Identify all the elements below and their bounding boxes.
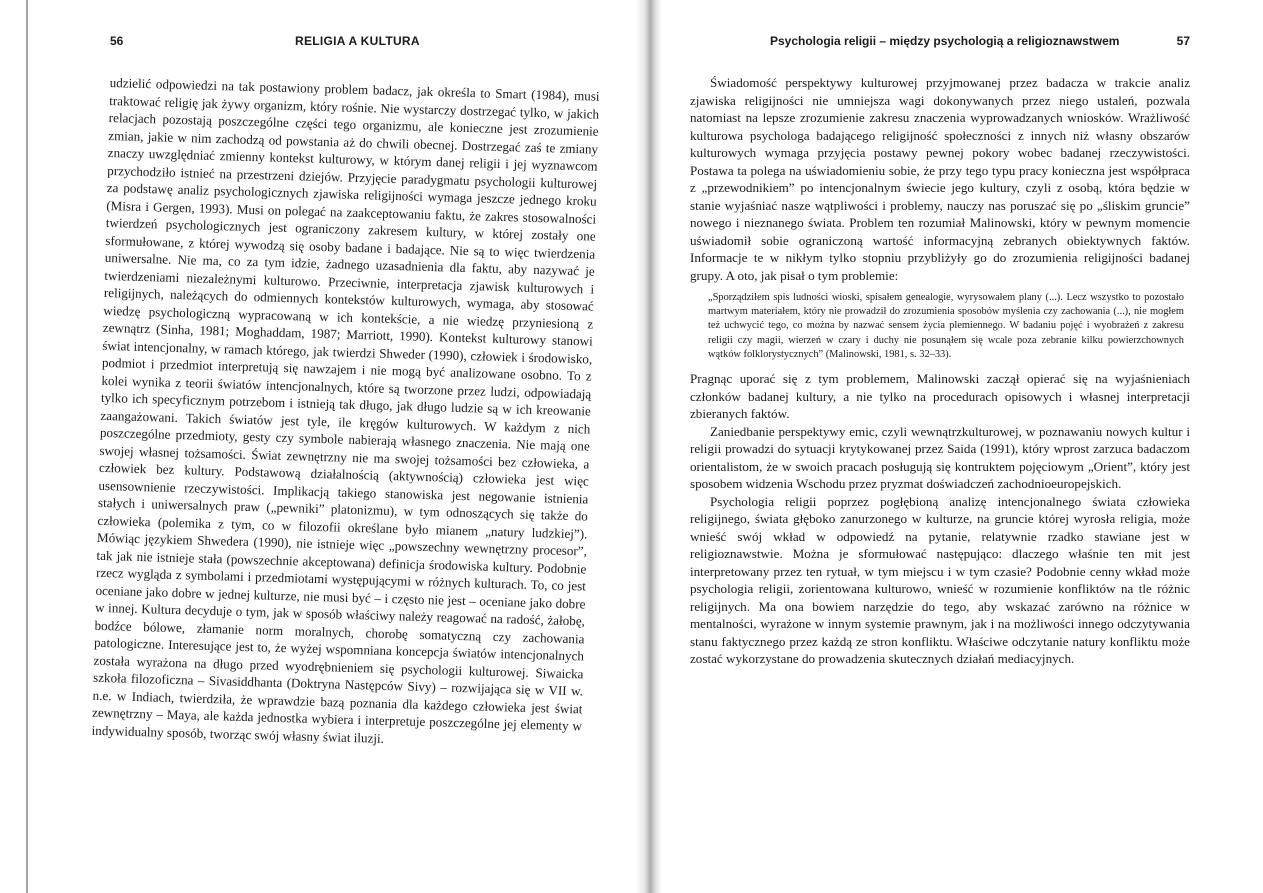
left-page-number: 56 [110, 34, 124, 48]
right-paragraph-4: Psychologia religii poprzez pogłębioną analizę intencjonalnego świata człowieka religijnego, świata głęboko zanurzonego w kulturze, na gruncie której wyrosła religia, może wnieść swój wkład w odpowiedź na pytanie, relatywnie rzadko stawiane jest w religioznawstwie. Można je sformułować następująco: dlaczego właśnie ten mit jest interpretowany przez ten rytuał, w tym miejscu i w tym czasie? Podobnie cenny wkład może psychologia religii, zorientowana kulturowo, wnieść w rozumienie konfliktów na tle różnic religijnych. Ma ona bowiem narzędzie do tego, aby wskazać zarówno na różnice w mentalności, wyrażone w innym systemie prawnym, jak i na możliwości innego odczytywania stanu faktycznego przez każdą ze stron konfliktu. Właściwe odczytanie natury konfliktu może zostać wykorzystane do prowadzenia skutecznych działań mediacyjnych. [690, 493, 1190, 667]
right-running-title: Psychologia religii – między psychologią a religioznawstwem [770, 34, 1120, 48]
book-spine-shadow [636, 0, 662, 893]
right-paragraph-2: Pragnąc uporać się z tym problemem, Malinowski zaczął opierać się na wyjaśnieniach członków badanej kultury, a nie tylko na procedurach opisowych i własnej interpretacji zbieranych faktów. [690, 371, 1190, 422]
left-page-body [91, 74, 599, 752]
scan-left-edge [26, 0, 28, 893]
left-running-title: RELIGIA A KULTURA [295, 34, 420, 48]
right-page-number: 57 [1176, 34, 1190, 48]
right-paragraph-1: Świadomość perspektywy kulturowej przyjmowanej przez badacza w trakcie analiz zjawiska religijności nie umniejsza wagi dokonywanych przez niego ustaleń, pozwala natomiast na lepsze zrozumienie zakresu znaczenia wyprowadzanych wniosków. Wrażliwość kulturowa psychologa badającego religijność społeczności z innych niż własny obszarów kulturowych wymaga przyjęcia postawy pewnej pokory wobec badanej rzeczywistości. Postawa ta polega na uświadomieniu sobie, że przy tego typu pracy konieczna jest współpraca z „przewodnikiem” po intencjonalnym świecie jego kultury, czyli z osobą, która będzie w stanie wyjaśniać nasze wątpliwości i problemy, nauczy nas poruszać się po „śliskim gruncie” nowego i nieznanego świata. Problem ten rozumiał Malinowski, który w pewnym momencie uświadomił sobie ograniczoną wartość informacyjną zebranych obiektywnych faktów. Informacje te w nikłym tylko stopniu przybliżyły go do zrozumienia religijności badanej grupy. A oto, jak pisał o tym problemie: [690, 75, 1190, 283]
left-paragraph-1: udzielić odpowiedzi na tak postawiony problem badacz, jak określa to Smart (1984), musi traktować religię jak żywy organizm, który rośnie. Nie wystarczy dostrzegać tylko, w jakich relacjach pozostają poszczególne części tego organizmu, ale konieczne jest zrozumienie zmian, jakie w nim zachodzą od powstania aż do chwili obecnej. Dostrzegać zaś te zmiany znaczy uwzględniać zmienny kontekst kulturowy, w którym danej religii i jej wyznawcom przychodziło istnieć na przestrzeni dziejów. Przyjęcie paradygmatu psychologii kulturowej za podstawę analiz psychologicznych zjawiska religijności wymaga jeszcze jednego kroku (Misra i Gergen, 1993). Musi on polegać na zaakceptowaniu faktu, że zakres stosowalności twierdzeń psychologicznych jest ograniczony zakresem kultury, w której zostały one sformułowane, z której wywodzą się osoby badane i badające. Nie są to więc twierdzenia uniwersalne. Nie ma, co za tym idzie, żadnego uzasadnienia dla faktu, aby nazywać je twierdzeniami niezależnymi kulturowo. Przeciwnie, interpretacja zjawisk kulturowych i religijnych, należących do odmiennych kontekstów kulturowych, wymaga, aby stosować wiedzę psychologiczną wypracowaną w ich kontekście, a nie wiedzę przyniesioną z zewnątrz (Sinha, 1981; Moghaddam, 1987; Marriott, 1990). Kontekst kulturowy stanowi świat intencjonalny, w ramach którego, jak twierdzi Shweder (1990), człowiek i środowisko, podmiot i przedmiot interpretują się nawzajem i nie mogą być analizowane osobno. To z kolei wynika z teorii światów intencjonalnych, które są tworzone przez ludzi, odpowiadają tylko ich specyficznym potrzebom i istnieją tak długo, jak długo ludzie są w ich kreowanie zaangażowani. Takich światów jest tyle, ile kręgów kulturowych. W każdym z nich poszczególne przedmioty, gesty czy symbole nabierają własnego znaczenia. Nie mają one swojej własnej tożsamości. Świat zewnętrzny nie ma swojej tożsamości bez człowieka, a człowiek bez kultury. Podstawową działalnością (aktywnością) człowieka jest więc usensownienie rzeczywistości. Implikacją takiego stanowiska jest negowanie istnienia stałych i uniwersalnych praw („pewniki” platonizmu), w tym odnoszących się także do człowieka (polemika z tym, co w filozofii określane było mianem „natury ludzkiej”). Mówiąc językiem Shwedera (1990), nie istnieje więc „powszechny wewnętrzny procesor”, tak jak nie istnieje stała (powszechnie akceptowana) definicja środowiska kultury. Podobnie rzecz wygląda z symbolami i przedmiotami występującymi w różnych kulturach. To, co jest oceniane jako dobre w jednej kulturze, nie musi być – i często nie jest – oceniane jako dobre w innej. Kultura decyduje o tym, jak w sposób właściwy należy reagować na radość, żałobę, bodźce bólowe, złamanie norm moralnych, chorobę somatyczną czy zachowania patologiczne. Interesujące jest to, że wyżej wspomniana koncepcja światów intencjonalnych została wyrażona na długo przed wyodrębnieniem się psychologii kulturowej. Siwaicka szkoła filozoficzna – Sivasiddhanta (Doktryna Następców Sivy) – rozwijająca się w VII w. n.e. w Indiach, twierdziła, że wprawdzie bazą poznania dla każdego człowieka jest świat zewnętrzny – Maya, ale każda jednostka wybiera i interpretuje poszczególne jej elementy w indywidualny sposób, tworząc swój własny świat iluzji. [91, 74, 600, 746]
block-quote: „Sporządziłem spis ludności wioski, spisałem genealogie, wyrysowałem plany (...). Lecz wszystko to pozostało martwym materiałem, który nie prowadził do zrozumienia sposobów myślenia czy zachowania (...), nie mogłem też uchwycić tego, co można by nazwać sensem życia plemiennego. W badaniu pojęć i wyobrażeń z zakresu religii czy magii, wierzeń w czary i duchy nie posunąłem się wcale poza zebranie kilku powierzchownych wątków folklorystycznych” (Malinowski, 1981, s. 32–33). [708, 292, 1184, 360]
right-paragraph-3: Zaniedbanie perspektywy emic, czyli wewnątrzkulturowej, w poznawaniu nowych kultur i religii prowadzi do sytuacji krytykowanej przez Saida (1991), który wprost zarzuca badaczom orientalistom, że w swoich pracach posługują się kontruktem pojęciowym „Orient”, który jest sposobem widzenia Wschodu przez pryzmat doświadczeń zachodnioeuropejskich. [690, 423, 1190, 492]
right-page-body [690, 74, 1190, 668]
